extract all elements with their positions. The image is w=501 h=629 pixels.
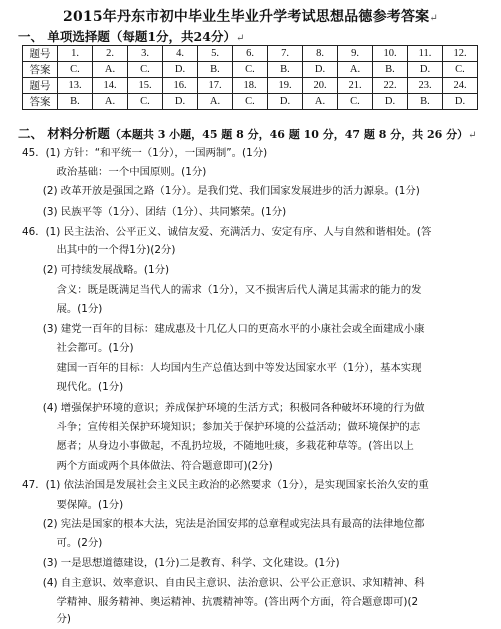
section2-note: （本题共 3 小题，45 题 8 分，46 题 10 分，47 题 8 分，共 26 分） — [109, 128, 469, 141]
table-cell: 21. — [338, 78, 373, 94]
table-cell: 23. — [408, 78, 443, 94]
table-cell: 5. — [198, 46, 233, 62]
table-cell: 18. — [233, 78, 268, 94]
answer-line: 45．(1) 方针：“和平统一（1分），一国两制”。(1分) — [22, 147, 268, 159]
section1-heading — [18, 27, 244, 45]
table-cell: D. — [163, 62, 198, 78]
table-cell: B. — [198, 62, 233, 78]
answer-line: (2) 宪法是国家的根本大法，宪法是治国安邦的总章程或宪法具有最高的法律地位都 — [22, 518, 425, 530]
table-cell: D. — [303, 62, 338, 78]
table-cell: A. — [93, 94, 128, 110]
table-cell: 24. — [443, 78, 478, 94]
return-mark: ↵ — [235, 33, 245, 44]
table-cell: D. — [408, 62, 443, 78]
table-row — [23, 46, 478, 62]
answer-line: (3) 建党一百年的目标：建成惠及十几亿人口的更高水平的小康社会或全面建成小康 — [22, 323, 425, 335]
answer-line: 46．(1) 民主法治、公平正义、诚信友爱、充满活力、安定有序、人与自然和谐相处。(答 — [22, 226, 432, 238]
table-cell: C. — [128, 94, 163, 110]
answer-line: 47．(1) 依法治国是发展社会主义民主政治的必然要求（1分），是实现国家长治久安的重 — [22, 479, 429, 491]
table-cell: 20. — [303, 78, 338, 94]
table-cell: 14. — [93, 78, 128, 94]
section2-heading — [18, 124, 477, 142]
answer-line: (4) 增强保护环境的意识；养成保护环境的生活方式；积极同各种破坏环境的行为做 — [22, 402, 425, 414]
answer-line: 建国一百年的目标：人均国内生产总值达到中等发达国家水平（1分），基本实现 — [22, 362, 422, 374]
table-cell: B. — [268, 62, 303, 78]
table-cell: D. — [163, 94, 198, 110]
table-cell: D. — [268, 94, 303, 110]
answer-line: (3) 民族平等（1分）、团结（1分）、共同繁荣。(1分) — [22, 206, 287, 218]
table-cell: B. — [373, 62, 408, 78]
return-mark: ↵ — [429, 13, 438, 24]
answer-line: 愿者；从身边小事做起，不乱扔垃圾，不随地吐痰，多栽花种草等。(答出以上 — [22, 440, 414, 452]
table-cell: B. — [58, 94, 93, 110]
table-cell: 19. — [268, 78, 303, 94]
table-cell: 16. — [163, 78, 198, 94]
table-cell: C. — [338, 94, 373, 110]
answer-line: 可。(2分) — [22, 537, 103, 549]
page-title-text: 2015年丹东市初中毕业生毕业升学考试思想品德参考答案 — [63, 9, 430, 25]
answer-line: 社会都可。(1分) — [22, 342, 134, 354]
table-cell: A. — [303, 94, 338, 110]
table-cell: A. — [338, 62, 373, 78]
table-cell: 12. — [443, 46, 478, 62]
table-cell: 17. — [198, 78, 233, 94]
table-cell: C. — [233, 62, 268, 78]
table-cell: B. — [408, 94, 443, 110]
table-cell: D. — [373, 94, 408, 110]
answer-line: 现代化。(1分) — [22, 381, 124, 393]
table-row — [23, 94, 478, 110]
table-cell: 答案 — [23, 62, 58, 78]
page-title — [0, 6, 501, 26]
table-cell: A. — [93, 62, 128, 78]
answer-line: 要保障。(1分) — [22, 499, 124, 511]
table-cell: 22. — [373, 78, 408, 94]
table-cell: 9. — [338, 46, 373, 62]
table-cell: 11. — [408, 46, 443, 62]
table-cell: 15. — [128, 78, 163, 94]
answer-line: 斗争；宣传相关保护环境知识；参加关于保护环境的公益活动；做环境保护的志 — [22, 421, 421, 433]
answer-line: 含义：既是既满足当代人的需求（1分），又不损害后代人满足其需求的能力的发 — [22, 284, 422, 296]
table-cell: 题号 — [23, 46, 58, 62]
table-row — [23, 62, 478, 78]
answer-line: 分) — [22, 613, 71, 625]
table-cell: C. — [233, 94, 268, 110]
table-cell: 8. — [303, 46, 338, 62]
answer-line: 两个方面或两个具体做法、符合题意即可)(2分) — [22, 460, 273, 472]
table-cell: 7. — [268, 46, 303, 62]
answer-line: 展。(1分) — [22, 303, 103, 315]
table-cell: 13. — [58, 78, 93, 94]
answer-line: (2) 可持续发展战略。(1分) — [22, 264, 170, 276]
table-cell: C. — [58, 62, 93, 78]
table-cell: D. — [443, 94, 478, 110]
table-cell: C. — [443, 62, 478, 78]
section2-heading-text: 二、 材料分析题 — [18, 126, 110, 141]
table-cell: A. — [198, 94, 233, 110]
answer-table — [22, 45, 478, 110]
table-cell: 答案 — [23, 94, 58, 110]
table-cell: 6. — [233, 46, 268, 62]
answer-line: 出其中的一个得1分)(2分) — [22, 244, 176, 256]
answer-line: (3) 一是思想道德建设，(1分)二是教育、科学、文化建设。(1分) — [22, 557, 340, 569]
answer-line: 学精神、服务精神、奥运精神、抗震精神等。(答出两个方面，符合题意即可)(2 — [22, 596, 419, 608]
table-row — [23, 78, 478, 94]
table-cell: 2. — [93, 46, 128, 62]
table-cell: C. — [128, 62, 163, 78]
table-cell: 4. — [163, 46, 198, 62]
table-cell: 10. — [373, 46, 408, 62]
answer-line: (4) 自主意识、效率意识、自由民主意识、法治意识、公平公正意识、求知精神、科 — [22, 577, 425, 589]
answer-line: (2) 改革开放是强国之路（1分）。是我们党、我们国家发展进步的活力源泉。(1分) — [22, 185, 420, 197]
section1-heading-text: 一、 单项选择题（每题1分，共24分） — [18, 29, 236, 44]
table-cell: 3. — [128, 46, 163, 62]
answer-line: 政治基础：一个中国原则。(1分) — [22, 166, 207, 178]
table-cell: 题号 — [23, 78, 58, 94]
table-cell: 1. — [58, 46, 93, 62]
return-mark: ↵ — [468, 130, 477, 141]
